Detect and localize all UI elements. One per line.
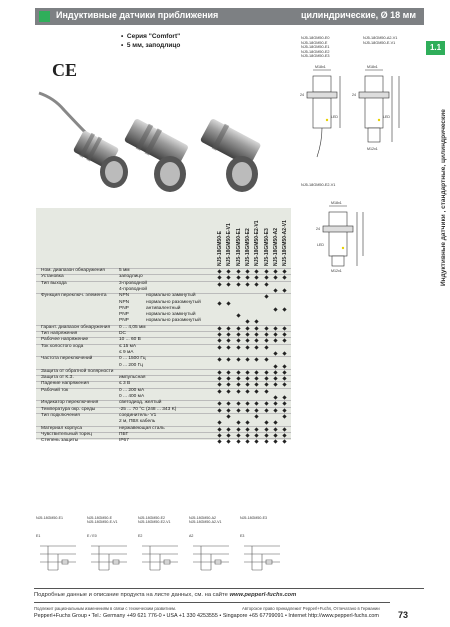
spec-cell-label: Гарант. диапазон обнаружения	[41, 324, 111, 330]
spec-table-column-headers	[36, 208, 291, 266]
column-header: NJ5-18GM50-E1	[235, 228, 242, 266]
availability-dot	[227, 414, 231, 418]
availability-dot	[264, 269, 268, 273]
spec-cell-v1: заподлицо	[119, 274, 143, 280]
availability-dot	[227, 301, 231, 305]
availability-dot	[245, 376, 249, 380]
wiring-diagram-title: NJ5-18GM50-E	[87, 516, 112, 520]
spec-cell-v1: 0 ... 400 мА	[119, 394, 145, 399]
spec-cell-v1: ≤ 9 мА	[119, 349, 134, 355]
availability-dot	[227, 389, 231, 393]
availability-dot	[236, 376, 240, 380]
wiring-schematic	[87, 540, 135, 580]
availability-dot	[264, 276, 268, 280]
wiring-diagram-code: E2	[138, 534, 143, 538]
spec-cell-label: Степень защиты	[41, 438, 79, 444]
availability-dot	[217, 345, 221, 349]
spec-cell-v1: -25 ... 70 °C (248 ... 343 K)	[119, 406, 177, 412]
footer-disclaimer: Подлежит рациональным изменениям в связи с техническим развитием.	[34, 606, 177, 611]
wiring-diagram-title: NJ5-18GM50-E2-V1	[138, 520, 171, 525]
availability-dot	[245, 433, 249, 437]
spec-cell-v1: ПБТ	[119, 431, 129, 437]
spec-cell-label: Рабочее напряжение	[41, 337, 89, 343]
availability-dot	[245, 402, 249, 406]
dim-conn-c: M12x1	[331, 269, 342, 272]
availability-dot	[273, 433, 277, 437]
spec-cell-v1: 0 ... 1500 Гц	[119, 356, 146, 362]
availability-dot	[255, 402, 259, 406]
availability-dot	[255, 358, 259, 362]
availability-dot	[273, 421, 277, 425]
dim-nut-c: 24	[316, 227, 320, 231]
availability-dot	[217, 276, 221, 280]
availability-dot	[245, 282, 249, 286]
column-header: NJ5-18GM50-A2	[272, 227, 279, 266]
wiring-diagram	[36, 516, 84, 586]
availability-dot	[236, 389, 240, 393]
spec-cell-label: Материал корпуса	[41, 425, 83, 431]
page-number: 73	[398, 610, 409, 620]
column-header: NJ5-18GM50-E	[217, 230, 223, 266]
spec-cell-label: Падение напряжения	[41, 381, 89, 387]
availability-dot	[227, 345, 231, 349]
spec-cell-label: Ном. диапазон обнаружения	[41, 268, 105, 273]
availability-dot	[227, 376, 231, 380]
availability-dot	[245, 421, 249, 425]
availability-dot	[227, 332, 231, 336]
availability-dot	[236, 282, 240, 286]
availability-dot	[273, 408, 277, 412]
wiring-diagram-code: E3	[240, 534, 245, 538]
availability-dot	[273, 402, 277, 406]
spec-cell-label: Защита от обратной полярности	[41, 368, 114, 374]
drawing-models-left: NJ5-18GM50-E0 NJ5-18GM50-E NJ5-18GM50-E1 NJ5-18GM50-E2 NJ5-18GM50-E3	[301, 36, 330, 59]
availability-dot	[273, 269, 277, 273]
availability-dot	[227, 383, 231, 387]
availability-dot	[217, 383, 221, 387]
availability-dot	[236, 402, 240, 406]
dim-thread-a: M18x1	[315, 65, 326, 69]
availability-dot	[227, 269, 231, 273]
wiring-diagram-title: NJ5-18GM50-A2	[189, 516, 216, 520]
availability-dot	[236, 339, 240, 343]
spec-cell-label: Тип выхода	[41, 280, 67, 286]
availability-dot	[273, 276, 277, 280]
wiring-diagram	[189, 516, 237, 586]
availability-dot	[264, 370, 268, 374]
spec-cell-v1: NPN	[119, 299, 130, 305]
dim-led-a: LED	[331, 115, 338, 119]
availability-dot	[236, 433, 240, 437]
wiring-diagram-code: A2	[189, 534, 194, 538]
availability-dot	[264, 376, 268, 380]
spec-table	[36, 208, 291, 444]
spec-cell-v2: нормально разомкнутый	[146, 318, 201, 324]
sensor-photo-connector	[123, 117, 189, 192]
availability-dot	[236, 370, 240, 374]
dim-thread-b: M18x1	[367, 65, 378, 69]
availability-dot	[245, 269, 249, 273]
availability-dot	[255, 439, 259, 443]
spec-cell-label: Ток холостого хода	[41, 343, 84, 349]
spec-cell-v2: нормально замкнутый	[146, 293, 196, 299]
availability-dot	[255, 433, 259, 437]
availability-dot	[273, 288, 277, 292]
footer-url: www.pepperl-fuchs.com	[229, 592, 297, 598]
availability-dot	[245, 276, 249, 280]
availability-dot	[227, 402, 231, 406]
spec-row	[36, 438, 291, 445]
product-photos	[34, 88, 274, 198]
availability-dot	[236, 326, 240, 330]
spec-cell-v1: PNP	[119, 318, 129, 324]
availability-dot	[255, 389, 259, 393]
availability-dot	[217, 376, 221, 380]
availability-dot	[245, 345, 249, 349]
wiring-diagram	[87, 516, 135, 586]
availability-dot	[255, 383, 259, 387]
spec-cell-v1: 2 м, ПВХ кабель	[119, 419, 156, 425]
spec-cell-label: Тип напряжения	[41, 331, 78, 336]
footer-rule-mid	[34, 602, 390, 603]
spec-cell-v1: 5 мм	[119, 268, 130, 273]
spec-cell-v2: антивалентный	[146, 305, 181, 311]
availability-dot	[273, 370, 277, 374]
availability-dot	[245, 339, 249, 343]
availability-dot	[245, 383, 249, 387]
availability-dot	[282, 402, 286, 406]
availability-dot	[227, 282, 231, 286]
availability-dot	[255, 276, 259, 280]
spec-cell-v1: PNP	[119, 305, 129, 311]
availability-dot	[217, 301, 221, 305]
availability-dot	[282, 339, 286, 343]
wiring-diagram-title: NJ5-18GM50-E2	[138, 516, 165, 520]
availability-dot	[273, 339, 277, 343]
bullet-1: • Серия "Comfort"	[121, 33, 181, 40]
wiring-diagram-code: E / E0	[87, 534, 97, 538]
availability-dot	[236, 345, 240, 349]
availability-dot	[236, 408, 240, 412]
wiring-schematic	[240, 540, 288, 580]
availability-dot	[227, 427, 231, 431]
spec-cell-v1: ≤ 3 В	[119, 381, 131, 387]
spec-cell-v1: 4-проводной	[119, 286, 148, 292]
spec-cell-label: Рабочий ток	[41, 387, 69, 393]
availability-dot	[255, 414, 259, 418]
column-header: NJ5-18GM50-E2	[244, 228, 251, 266]
dim-nut-a: 24	[300, 93, 304, 97]
availability-dot	[236, 421, 240, 425]
availability-dot	[227, 433, 231, 437]
availability-dot	[282, 326, 286, 330]
availability-dot	[264, 389, 268, 393]
availability-dot	[282, 408, 286, 412]
availability-dot	[255, 320, 259, 324]
availability-dot	[227, 439, 231, 443]
availability-dot	[236, 358, 240, 362]
footer-contacts: Pepperl+Fuchs Group • Tel.: Germany +49 621 776-0 • USA +1 330 4253555 • Singapore +65 67799091 • Internet http://www.pepperl-fuchs.com	[34, 613, 379, 619]
availability-dot	[227, 370, 231, 374]
availability-dot	[282, 383, 286, 387]
availability-dot	[227, 408, 231, 412]
availability-dot	[245, 326, 249, 330]
spec-cell-v1: NPN	[119, 293, 130, 299]
availability-dot	[264, 408, 268, 412]
availability-dot	[282, 439, 286, 443]
spec-cell-label: Чувствительный торец	[41, 431, 92, 437]
section-tab: 1.1	[426, 41, 445, 55]
availability-dot	[273, 332, 277, 336]
sensor-photo-connector-2	[199, 117, 262, 192]
availability-dot	[217, 427, 221, 431]
dim-conn-b: M12x1	[367, 147, 378, 151]
page-header-bar	[35, 8, 424, 25]
availability-dot	[217, 269, 221, 273]
spec-cell-v1: светодиод, желтый	[119, 400, 162, 406]
availability-dot	[217, 402, 221, 406]
availability-dot	[264, 433, 268, 437]
availability-dot	[273, 326, 277, 330]
availability-dot	[217, 339, 221, 343]
availability-dot	[245, 408, 249, 412]
availability-dot	[273, 307, 277, 311]
dim-thread-c: M18x1	[331, 201, 342, 205]
dim-led-c: LED	[317, 243, 324, 247]
spec-cell-v2: нормально разомкнутый	[146, 299, 201, 305]
wiring-diagram-title: NJ5-18GM50-E3	[240, 516, 267, 520]
availability-dot	[273, 395, 277, 399]
availability-dot	[217, 408, 221, 412]
wiring-schematic	[138, 540, 186, 580]
availability-dot	[236, 313, 240, 317]
availability-dot	[236, 276, 240, 280]
availability-dot	[264, 326, 268, 330]
availability-dot	[282, 307, 286, 311]
availability-dot	[217, 370, 221, 374]
availability-dot	[255, 332, 259, 336]
availability-dot	[264, 282, 268, 286]
availability-dot	[227, 276, 231, 280]
dimension-drawings	[295, 62, 423, 272]
wiring-schematic	[36, 540, 84, 580]
spec-cell-label: Тип подключения	[41, 412, 80, 418]
availability-dot	[217, 389, 221, 393]
availability-dot	[273, 364, 277, 368]
availability-dot	[255, 376, 259, 380]
side-section-title: Индуктивные датчики , стандартные, цилиндрические	[440, 109, 447, 286]
spec-cell-v1: 10 ... 60 В	[119, 337, 141, 343]
availability-dot	[264, 295, 268, 299]
spec-cell-label: Частота переключений	[41, 356, 93, 362]
row-divider	[36, 388, 291, 389]
availability-dot	[282, 269, 286, 273]
availability-dot	[264, 339, 268, 343]
availability-dot	[217, 421, 221, 425]
wiring-diagram	[240, 516, 288, 586]
availability-dot	[227, 339, 231, 343]
wiring-diagram-title: NJ5-18GM50-A2-V1	[189, 520, 222, 525]
footer-copyright: Авторское право принадлежит Pepperl+Fuchs, Отпечатано в Германии	[242, 606, 380, 611]
availability-dot	[282, 395, 286, 399]
spec-cell-v1: 0 ... 200 Гц	[119, 362, 144, 368]
spec-cell-v1: нержавеющая сталь	[119, 425, 165, 431]
wiring-diagram-title: NJ5-18GM50-E-V1	[87, 520, 118, 525]
availability-dot	[264, 383, 268, 387]
availability-dot	[245, 332, 249, 336]
dim-nut-b: 24	[352, 93, 356, 97]
availability-dot	[217, 332, 221, 336]
spec-cell-v1: DC	[119, 331, 126, 336]
availability-dot	[282, 427, 286, 431]
availability-dot	[282, 433, 286, 437]
availability-dot	[273, 439, 277, 443]
availability-dot	[282, 370, 286, 374]
page-title: Индуктивные датчики приближения	[56, 10, 219, 20]
availability-dot	[264, 421, 268, 425]
spec-cell-label: Установка	[41, 274, 64, 280]
column-header: NJ5-18GM50-E3	[263, 228, 270, 266]
availability-dot	[264, 345, 268, 349]
availability-dot	[245, 389, 249, 393]
availability-dot	[217, 282, 221, 286]
availability-dot	[236, 383, 240, 387]
page-subtitle: цилиндрические, Ø 18 мм	[301, 10, 416, 20]
spec-cell-label: Индикатор переключения	[41, 400, 99, 406]
availability-dot	[255, 282, 259, 286]
availability-dot	[255, 326, 259, 330]
availability-dot	[273, 351, 277, 355]
spec-cell-v1: 0 ... 4,05 мм	[119, 324, 146, 330]
availability-dot	[255, 370, 259, 374]
row-divider	[36, 375, 291, 376]
availability-dot	[245, 370, 249, 374]
spec-cell-label: Температура окр. среды	[41, 406, 96, 412]
availability-dot	[255, 345, 259, 349]
availability-dot	[273, 383, 277, 387]
spec-cell-v1: 0 ... 200 мА	[119, 387, 145, 393]
availability-dot	[227, 358, 231, 362]
spec-cell-v1: 3-проводной	[119, 280, 148, 286]
bullet-2: • 5 мм, заподлицо	[121, 42, 181, 49]
row-divider	[36, 281, 291, 282]
availability-dot	[264, 402, 268, 406]
availability-dot	[282, 276, 286, 280]
spec-cell-v1: IP67	[119, 438, 129, 444]
availability-dot	[236, 269, 240, 273]
availability-dot	[245, 439, 249, 443]
column-header: NJ5-18GM50-A2-V1	[282, 220, 289, 266]
drawing-models-right: NJ5-18GM50-A2-V1 NJ5-18GM50-E-V1	[363, 36, 398, 45]
wiring-schematic	[189, 540, 237, 580]
availability-dot	[282, 351, 286, 355]
ce-mark-logo: CE	[52, 60, 78, 80]
availability-dot	[227, 326, 231, 330]
dim-led-b: LED	[383, 115, 390, 119]
availability-dot	[273, 427, 277, 431]
availability-dot	[282, 376, 286, 380]
wiring-diagram-code: E1	[36, 534, 41, 538]
drawing-models-mid: NJ5-18GM50-E2-V1	[301, 183, 336, 187]
footer-note: Подробные данные и описание продукта на листе данных, см. на сайте www.pepperl-fuchs.com	[34, 592, 297, 598]
availability-dot	[236, 439, 240, 443]
column-header: NJ5-18GM50-E-V1	[226, 223, 233, 266]
sensor-photo-cable	[39, 93, 128, 188]
column-header: NJ5-18GM50-E2-V1	[254, 220, 261, 266]
availability-dot	[217, 358, 221, 362]
availability-dot	[255, 339, 259, 343]
spec-cell-v2: нормально замкнутый	[146, 312, 196, 318]
spec-cell-v1: ≤ 15 мА	[119, 343, 137, 349]
spec-cell-v1: PNP	[119, 312, 129, 318]
spec-cell-label: Функция переключ. элемента	[41, 293, 107, 299]
availability-dot	[282, 364, 286, 368]
availability-dot	[217, 439, 221, 443]
section-marker-square	[39, 11, 50, 22]
availability-dot	[255, 408, 259, 412]
spec-cell-v1: импульсная	[119, 375, 146, 381]
availability-dot	[264, 427, 268, 431]
availability-dot	[217, 326, 221, 330]
availability-dot	[264, 332, 268, 336]
availability-dot	[236, 427, 240, 431]
availability-dot	[255, 269, 259, 273]
availability-dot	[282, 288, 286, 292]
footer-rule-top	[34, 588, 424, 589]
availability-dot	[273, 376, 277, 380]
availability-dot	[245, 427, 249, 431]
availability-dot	[217, 433, 221, 437]
row-divider	[36, 274, 291, 275]
availability-dot	[264, 439, 268, 443]
wiring-diagram	[138, 516, 186, 586]
availability-dot	[236, 332, 240, 336]
availability-dot	[264, 358, 268, 362]
availability-dot	[282, 332, 286, 336]
wiring-diagrams	[36, 516, 291, 586]
availability-dot	[282, 414, 286, 418]
wiring-diagram-title: NJ5-18GM50-E1	[36, 516, 63, 520]
availability-dot	[245, 358, 249, 362]
spec-cell-label: Защита от К.З.	[41, 375, 74, 381]
availability-dot	[245, 320, 249, 324]
spec-cell-v1: соединитель- V1	[119, 412, 157, 418]
availability-dot	[255, 427, 259, 431]
